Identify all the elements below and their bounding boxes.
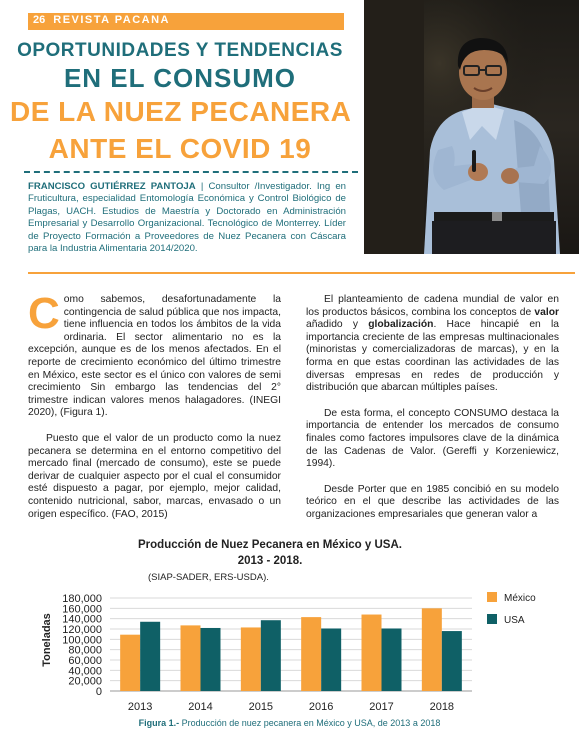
bar-usa-2016: [321, 628, 341, 691]
paragraph-text: . Hace hincapié en la importancia creciente de las empresas multinacionales (minoristas y comercializadoras de marcas), y en la forma en que estas coordinan las actividades de las diversas empresas en redes de producción y distribución que abarcan múltiples países.: [306, 319, 559, 394]
title-line-1: OPORTUNIDADES Y TENDENCIAS: [17, 40, 343, 61]
figure-caption: [0, 718, 579, 728]
author-description: | Consultor /Investigador. Ing en Fruticultura, especialidad Entomología Económica y Control Biológico de Plagas, UACH. Estudios de Maestría y Doctorado en Administración Empresarial y Desarrollo Organizacional. Tecnológico de Monterrey. Líder de Proyecto Formación a Proveedores de Nuez Pecanera con Cáscara para la Industria Alimentaria 2014/2020.: [28, 181, 347, 255]
author-photo: [364, 0, 579, 254]
author-name: FRANCISCO GUTIÉRREZ PANTOJA: [28, 181, 196, 192]
page-number: 26: [33, 14, 46, 26]
bar-méxico-2013: [120, 635, 140, 691]
chart-source: (SIAP-SADER, ERS-USDA).: [148, 572, 269, 583]
author-bio: [28, 181, 346, 255]
y-tick-label: 20,000: [68, 675, 102, 688]
y-tick-label: 40,000: [68, 665, 102, 678]
drop-cap: C: [28, 294, 60, 338]
legend-swatch: [487, 592, 497, 602]
paragraph-text: El planteamiento de cadena mundial de valor en los productos básicos, combina los conceptos de: [306, 294, 559, 318]
y-axis-label: Toneladas: [41, 613, 53, 667]
bar-usa-2013: [140, 622, 160, 691]
title-line-4: ANTE EL COVID 19: [48, 133, 312, 164]
paragraph-text: añadido y: [306, 319, 369, 331]
bold-term: globalización: [368, 319, 434, 331]
paragraph: [306, 294, 559, 395]
x-tick-label: 2013: [127, 701, 153, 713]
x-tick-label: 2014: [188, 701, 213, 713]
figure-caption-text: Producción de nuez pecanera en México y USA, de 2013 a 2018: [179, 718, 441, 728]
bar-usa-2018: [442, 631, 462, 691]
paragraph-text: omo sabemos, desafortunadamente la contingencia de salud pública que nos impacta, tiene influencia en todos los ámbitos de la vida ordinaria. El sector alimentario no es la excepción, aunque es de los menos afectados. En el reporte de crecimiento económico del último trimestre en México, este sector es el único con valores de semi crecimiento Sin embargo las tendencias del 2° trimestre indican valores menos halagadores. (INEGI 2020), (Figura 1).: [28, 294, 281, 419]
x-tick-label: 2015: [248, 701, 274, 713]
bar-usa-2017: [382, 628, 402, 691]
legend-swatch: [487, 614, 497, 624]
title-divider: [24, 171, 358, 173]
y-tick-label: 180,000: [62, 593, 102, 605]
title-line-3: DE LA NUEZ PECANERA: [10, 96, 352, 127]
figure-label: Figura 1.-: [138, 718, 180, 728]
bold-term: valor: [534, 306, 559, 318]
bar-méxico-2017: [362, 615, 382, 691]
x-tick-label: 2016: [308, 701, 334, 713]
legend-label: USA: [504, 615, 525, 626]
y-tick-label: 80,000: [68, 644, 102, 657]
y-tick-label: 140,000: [62, 613, 102, 626]
bar-méxico-2015: [241, 627, 261, 691]
title-line-2: EN EL CONSUMO: [63, 63, 297, 93]
magazine-name: REVISTA PACANA: [53, 14, 170, 26]
x-tick-label: 2018: [429, 701, 455, 713]
bar-méxico-2014: [181, 625, 201, 691]
x-tick-label: 2017: [369, 701, 394, 713]
paragraph: [28, 294, 281, 420]
paragraph: De esta forma, el concepto CONSUMO destaca la importancia de entender los mercados de consumo finales como factores impulsores clave de la dinámica de las Cadenas de Valor. (Gereffi y Korzeniewicz, 1994).: [306, 407, 559, 470]
chart-title-line-2: 2013 - 2018.: [237, 555, 303, 567]
bar-usa-2015: [261, 620, 281, 691]
magazine-header: [33, 14, 170, 26]
chart-title: [120, 537, 420, 569]
paragraph: Desde Porter que en 1985 concibió en su modelo teórico en el que describe las actividades de las organizaciones empresariales que generan valor a: [306, 483, 559, 520]
bar-usa-2014: [201, 628, 221, 691]
bar-méxico-2018: [422, 608, 442, 691]
y-tick-label: 160,000: [62, 603, 102, 616]
y-tick-label: 0: [95, 686, 102, 698]
bar-méxico-2016: [301, 617, 321, 691]
section-divider: [28, 272, 575, 274]
chart-title-line-1: Producción de Nuez Pecanera en México y USA.: [138, 539, 402, 551]
y-tick-label: 60,000: [68, 655, 102, 667]
legend-label: México: [504, 593, 536, 604]
bar-chart: [0, 580, 579, 720]
y-tick-label: 100,000: [62, 634, 102, 647]
article-left-column: [28, 294, 281, 520]
y-tick-label: 120,000: [62, 624, 102, 636]
article-right-column: [306, 294, 559, 520]
paragraph: Puesto que el valor de un producto como la nuez pecanera se determina en el entorno competitivo del mercado final (mercado de consumo), este se puede derivar de cualquier aspecto por el cual el consumidor esté dispuesto a pagar, por ejemplo, mejor calidad, contenido nutricional, sabor, marcas, envasado o un origen específico. (FAO, 2015): [28, 432, 281, 520]
